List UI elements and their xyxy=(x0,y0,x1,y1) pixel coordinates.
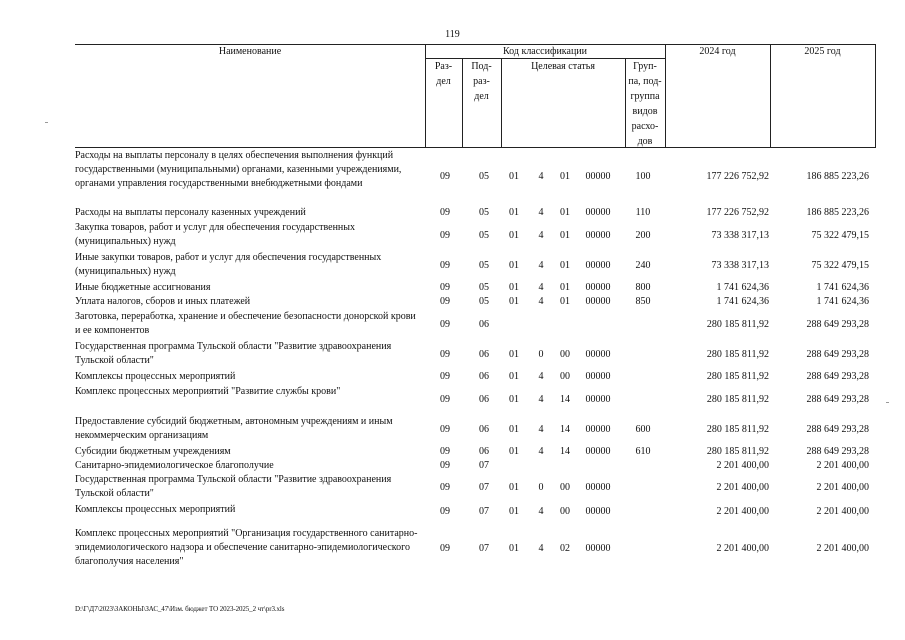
col-divider-group xyxy=(665,44,666,148)
podrazdel-cell: 07 xyxy=(479,506,489,517)
table-row xyxy=(75,473,875,503)
razdel-cell: 09 xyxy=(440,296,450,307)
target-code-subprogram: 02 xyxy=(560,543,570,554)
target-code-direction: 00000 xyxy=(585,282,611,293)
amount-2025: 1 741 624,36 xyxy=(816,296,869,307)
table-row xyxy=(75,459,875,473)
amount-2025: 75 322 479,15 xyxy=(811,260,869,271)
row-name: Государственная программа Тульской области "Развитие здравоохранения Тульской области" xyxy=(75,341,392,366)
target-code-type: 4 xyxy=(538,282,544,293)
file-path-footer: D:\Г\Д7\2023\ЗАКОНЫ\ЗАС_47\Изм. бюджет ТО 2023-2025_2 чт\pr3.xls xyxy=(75,605,285,613)
row-name: Государственная программа Тульской области "Развитие здравоохранения Тульской области" xyxy=(75,474,392,499)
target-code-direction: 00000 xyxy=(585,506,611,517)
col-divider-2024 xyxy=(770,44,771,148)
podrazdel-cell: 06 xyxy=(479,424,489,435)
header-razdel: Раз- дел xyxy=(434,61,453,87)
podrazdel-cell: 07 xyxy=(479,460,489,471)
target-code-direction: 00000 xyxy=(585,446,611,457)
header-target-article: Целевая статья xyxy=(531,61,595,72)
target-code-type: 4 xyxy=(538,207,544,218)
row-name: Санитарно-эпидемиологическое благополучие xyxy=(75,460,274,471)
target-code-subprogram: 01 xyxy=(560,207,570,218)
target-code-program: 01 xyxy=(509,349,519,360)
table-row xyxy=(75,221,875,251)
amount-2024: 280 185 811,92 xyxy=(706,349,769,360)
header-2024: 2024 год xyxy=(699,46,736,57)
target-code-program: 01 xyxy=(509,482,519,493)
target-code-program: 01 xyxy=(509,230,519,241)
target-code-direction: 00000 xyxy=(585,424,611,435)
amount-2024: 280 185 811,92 xyxy=(706,424,769,435)
podrazdel-cell: 07 xyxy=(479,543,489,554)
amount-2025: 288 649 293,28 xyxy=(806,394,869,405)
row-name: Расходы на выплаты персоналу в целях обеспечения выполнения функций государственными (муниципальными) органами, казенными учреждениями, органами управления государственными внебюджетными фондами xyxy=(75,150,402,189)
scan-mark-right xyxy=(886,402,889,403)
expense-group-cell: 800 xyxy=(635,282,651,293)
table-row xyxy=(75,251,875,281)
target-code-direction: 00000 xyxy=(585,349,611,360)
target-code-type: 4 xyxy=(538,543,544,554)
razdel-cell: 09 xyxy=(440,230,450,241)
razdel-cell: 09 xyxy=(440,482,450,493)
header-podrazdel: Под- раз- дел xyxy=(471,61,492,102)
target-code-program: 01 xyxy=(509,207,519,218)
amount-2024: 2 201 400,00 xyxy=(716,506,769,517)
target-code-subprogram: 01 xyxy=(560,260,570,271)
podrazdel-cell: 06 xyxy=(479,349,489,360)
row-name: Уплата налогов, сборов и иных платежей xyxy=(75,296,251,307)
table-row xyxy=(75,206,875,220)
expense-group-cell: 240 xyxy=(635,260,651,271)
amount-2025: 186 885 223,26 xyxy=(806,171,869,182)
table-row xyxy=(75,385,875,415)
target-code-program: 01 xyxy=(509,506,519,517)
target-code-direction: 00000 xyxy=(585,260,611,271)
target-code-subprogram: 00 xyxy=(560,506,570,517)
podrazdel-cell: 07 xyxy=(479,482,489,493)
amount-2024: 280 185 811,92 xyxy=(706,394,769,405)
row-name: Расходы на выплаты персоналу казенных учреждений xyxy=(75,207,306,218)
razdel-cell: 09 xyxy=(440,424,450,435)
amount-2024: 177 226 752,92 xyxy=(706,171,769,182)
podrazdel-cell: 05 xyxy=(479,260,489,271)
row-name: Закупка товаров, работ и услуг для обеспечения государственных (муниципальных) нужд xyxy=(75,222,356,247)
target-code-type: 0 xyxy=(538,482,544,493)
amount-2025: 186 885 223,26 xyxy=(806,207,869,218)
podrazdel-cell: 06 xyxy=(479,319,489,330)
header-bottom-border xyxy=(75,147,876,148)
target-code-type: 4 xyxy=(538,424,544,435)
amount-2025: 75 322 479,15 xyxy=(811,230,869,241)
amount-2025: 288 649 293,28 xyxy=(806,349,869,360)
razdel-cell: 09 xyxy=(440,371,450,382)
expense-group-cell: 110 xyxy=(635,207,651,218)
target-code-subprogram: 14 xyxy=(560,394,570,405)
table-row xyxy=(75,445,875,459)
expense-group-cell: 850 xyxy=(635,296,651,307)
target-code-direction: 00000 xyxy=(585,394,611,405)
header-name: Наименование xyxy=(218,46,282,57)
razdel-cell: 09 xyxy=(440,446,450,457)
header-2025: 2025 год xyxy=(804,46,841,57)
target-code-subprogram: 00 xyxy=(560,349,570,360)
target-code-subprogram: 01 xyxy=(560,230,570,241)
row-name: Субсидии бюджетным учреждениям xyxy=(75,446,231,457)
row-name: Комплекс процессных мероприятий "Организация государственного санитарно-эпидемиологического надзора и обеспечение санитарно-эпидемиологического благополучия населения" xyxy=(75,528,418,567)
amount-2024: 280 185 811,92 xyxy=(706,446,769,457)
target-code-direction: 00000 xyxy=(585,171,611,182)
razdel-cell: 09 xyxy=(440,506,450,517)
target-code-program: 01 xyxy=(509,282,519,293)
amount-2025: 2 201 400,00 xyxy=(816,506,869,517)
target-code-type: 4 xyxy=(538,230,544,241)
podrazdel-cell: 06 xyxy=(479,371,489,382)
podrazdel-cell: 05 xyxy=(479,171,489,182)
razdel-cell: 09 xyxy=(440,394,450,405)
amount-2024: 1 741 624,36 xyxy=(716,282,769,293)
row-name: Иные бюджетные ассигнования xyxy=(75,282,211,293)
target-code-type: 4 xyxy=(538,371,544,382)
podrazdel-cell: 05 xyxy=(479,296,489,307)
row-name: Заготовка, переработка, хранение и обеспечение безопасности донорской крови и ее компонентов xyxy=(75,311,416,336)
target-code-subprogram: 01 xyxy=(560,296,570,307)
podrazdel-cell: 05 xyxy=(479,207,489,218)
row-name: Комплексы процессных мероприятий xyxy=(75,371,236,382)
amount-2025: 2 201 400,00 xyxy=(816,460,869,471)
amount-2025: 288 649 293,28 xyxy=(806,446,869,457)
table-row xyxy=(75,340,875,370)
podrazdel-cell: 06 xyxy=(479,394,489,405)
target-code-direction: 00000 xyxy=(585,482,611,493)
target-code-direction: 00000 xyxy=(585,207,611,218)
header-classification: Код классификации xyxy=(502,46,588,57)
razdel-cell: 09 xyxy=(440,460,450,471)
amount-2024: 73 338 317,13 xyxy=(711,260,769,271)
target-code-direction: 00000 xyxy=(585,296,611,307)
razdel-cell: 09 xyxy=(440,349,450,360)
table-row xyxy=(75,149,875,205)
amount-2024: 177 226 752,92 xyxy=(706,207,769,218)
target-code-type: 4 xyxy=(538,446,544,457)
expense-group-cell: 600 xyxy=(635,424,651,435)
header-group: Груп- па, под- группа видов расхо- дов xyxy=(628,61,662,147)
target-code-type: 4 xyxy=(538,394,544,405)
target-code-type: 4 xyxy=(538,260,544,271)
row-name: Предоставление субсидий бюджетным, автономным учреждениям и иным некоммерческим организациям xyxy=(75,416,393,441)
target-code-subprogram: 14 xyxy=(560,424,570,435)
amount-2024: 280 185 811,92 xyxy=(706,371,769,382)
row-name: Иные закупки товаров, работ и услуг для обеспечения государственных (муниципальных) нужд xyxy=(75,252,382,277)
target-code-program: 01 xyxy=(509,296,519,307)
target-code-program: 01 xyxy=(509,394,519,405)
expense-group-cell: 200 xyxy=(635,230,651,241)
table-row xyxy=(75,310,875,340)
razdel-cell: 09 xyxy=(440,171,450,182)
table-row xyxy=(75,503,875,521)
target-code-subprogram: 00 xyxy=(560,371,570,382)
target-code-type: 4 xyxy=(538,296,544,307)
amount-2025: 2 201 400,00 xyxy=(816,482,869,493)
amount-2024: 280 185 811,92 xyxy=(706,319,769,330)
razdel-cell: 09 xyxy=(440,282,450,293)
target-code-type: 4 xyxy=(538,506,544,517)
target-code-subprogram: 01 xyxy=(560,282,570,293)
podrazdel-cell: 05 xyxy=(479,230,489,241)
target-code-program: 01 xyxy=(509,424,519,435)
target-code-direction: 00000 xyxy=(585,230,611,241)
page-number: 119 xyxy=(445,29,460,40)
table-row xyxy=(75,281,875,295)
target-code-type: 4 xyxy=(538,171,544,182)
target-code-subprogram: 01 xyxy=(560,171,570,182)
target-code-subprogram: 14 xyxy=(560,446,570,457)
amount-2024: 1 741 624,36 xyxy=(716,296,769,307)
amount-2024: 2 201 400,00 xyxy=(716,460,769,471)
expense-group-cell: 100 xyxy=(635,171,651,182)
amount-2025: 288 649 293,28 xyxy=(806,371,869,382)
table-row xyxy=(75,527,875,571)
amount-2025: 1 741 624,36 xyxy=(816,282,869,293)
target-code-program: 01 xyxy=(509,371,519,382)
amount-2024: 2 201 400,00 xyxy=(716,482,769,493)
amount-2025: 2 201 400,00 xyxy=(816,543,869,554)
amount-2024: 73 338 317,13 xyxy=(711,230,769,241)
target-code-program: 01 xyxy=(509,446,519,457)
target-code-program: 01 xyxy=(509,543,519,554)
podrazdel-cell: 05 xyxy=(479,282,489,293)
target-code-subprogram: 00 xyxy=(560,482,570,493)
razdel-cell: 09 xyxy=(440,207,450,218)
razdel-cell: 09 xyxy=(440,543,450,554)
table-row xyxy=(75,295,875,309)
col-right-border xyxy=(875,44,876,148)
target-code-program: 01 xyxy=(509,260,519,271)
amount-2024: 2 201 400,00 xyxy=(716,543,769,554)
target-code-direction: 00000 xyxy=(585,543,611,554)
table-row xyxy=(75,370,875,384)
expense-group-cell: 610 xyxy=(635,446,651,457)
razdel-cell: 09 xyxy=(440,319,450,330)
row-name: Комплексы процессных мероприятий xyxy=(75,504,236,515)
podrazdel-cell: 06 xyxy=(479,446,489,457)
table-row xyxy=(75,415,875,445)
target-code-type: 0 xyxy=(538,349,544,360)
row-name: Комплекс процессных мероприятий "Развитие службы крови" xyxy=(75,386,341,397)
target-code-program: 01 xyxy=(509,171,519,182)
amount-2025: 288 649 293,28 xyxy=(806,319,869,330)
razdel-cell: 09 xyxy=(440,260,450,271)
target-code-direction: 00000 xyxy=(585,371,611,382)
amount-2025: 288 649 293,28 xyxy=(806,424,869,435)
scan-mark-left xyxy=(45,122,48,123)
